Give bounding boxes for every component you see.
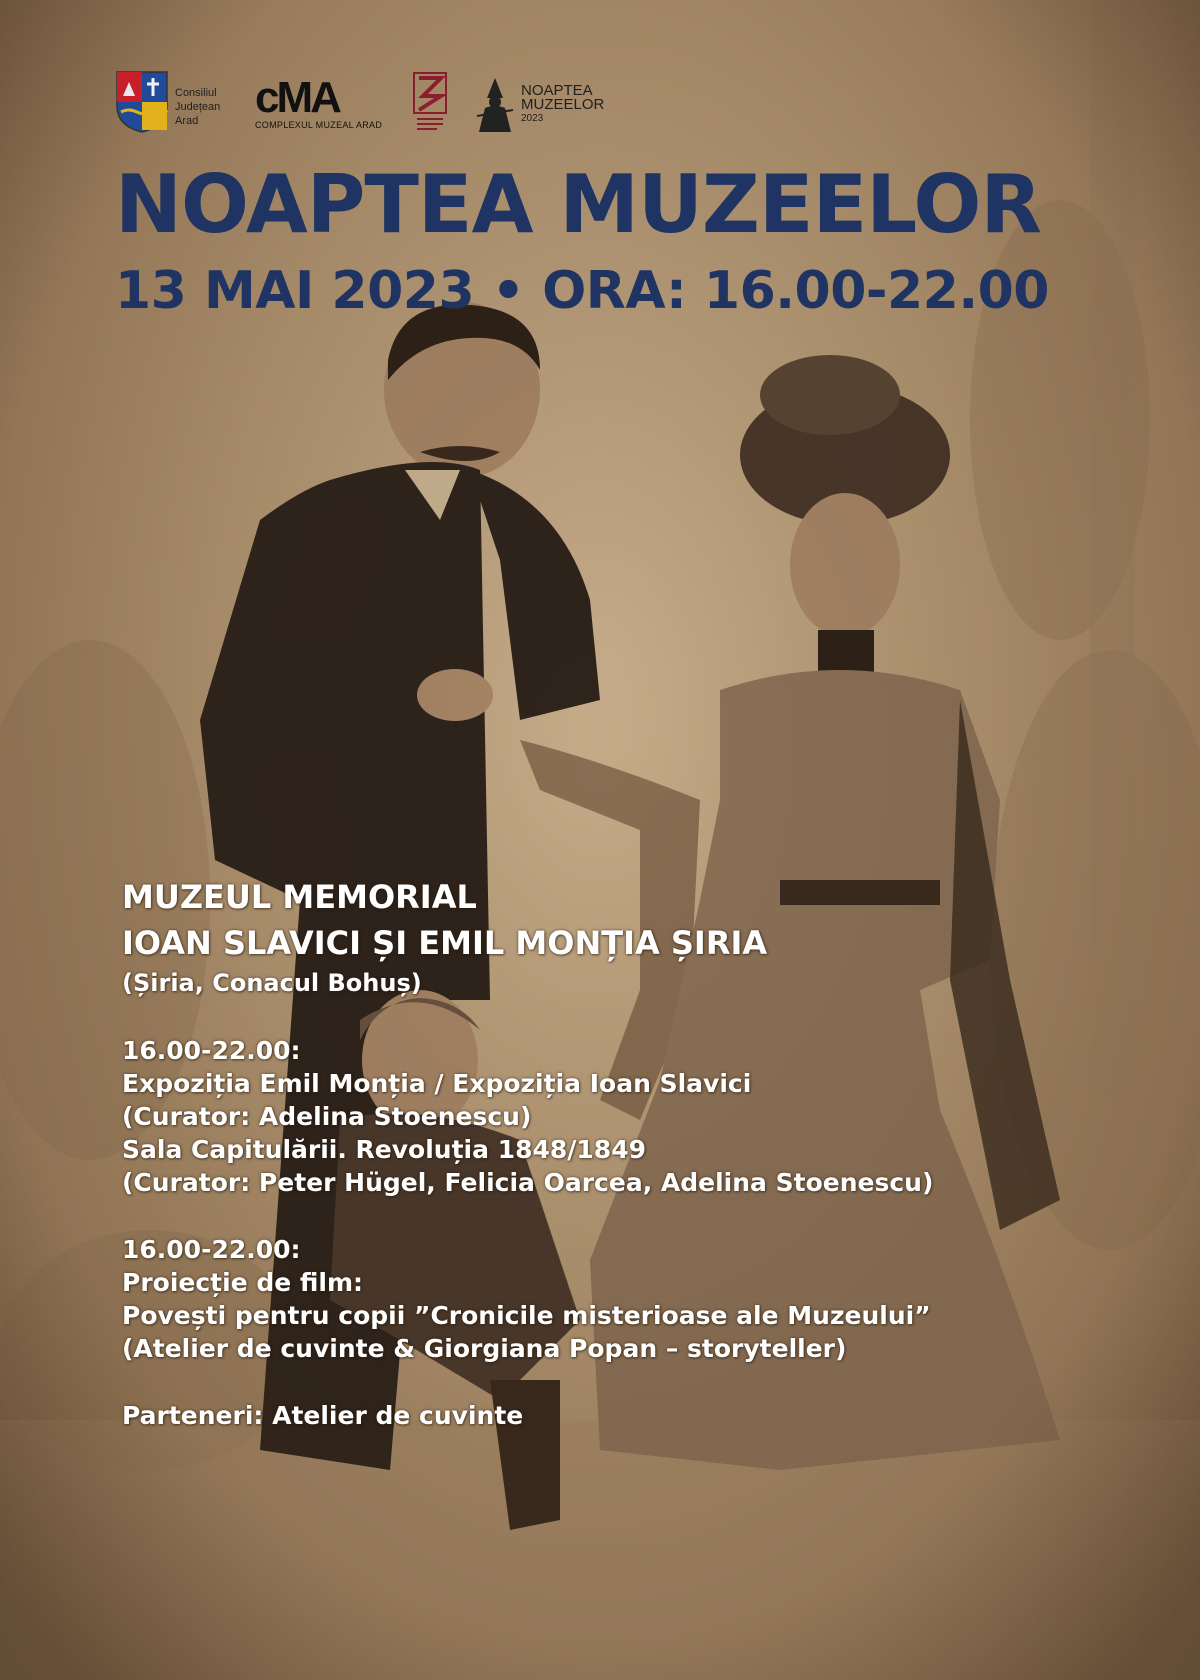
program-time: 16.00-22.00: bbox=[122, 1036, 301, 1065]
cma-logo-icon: cMA bbox=[255, 73, 339, 122]
program-line: Expoziția Emil Monția / Expoziția Ioan Slavici bbox=[122, 1069, 752, 1098]
cma-logo bbox=[255, 73, 383, 130]
nm-text-line: NOAPTEA bbox=[521, 82, 593, 99]
witch-silhouette-icon bbox=[475, 76, 515, 136]
noaptea-muzeelor-logo bbox=[475, 76, 605, 140]
cja-text-line: Județean bbox=[175, 101, 221, 113]
program-line: (Curator: Peter Hügel, Felicia Oarcea, Adelina Stoenescu) bbox=[122, 1168, 934, 1197]
museum-name-line-2: IOAN SLAVICI ȘI EMIL MONȚIA ȘIRIA bbox=[122, 924, 768, 962]
museum-name-line-1: MUZEUL MEMORIAL bbox=[122, 878, 477, 916]
event-info bbox=[122, 874, 1122, 1432]
nm-text-line: MUZEELOR bbox=[521, 96, 605, 113]
event-title: NOAPTEA MUZEELOR bbox=[115, 158, 1041, 251]
program-time: 16.00-22.00: bbox=[122, 1235, 301, 1264]
rnm-logo-icon bbox=[413, 72, 447, 134]
cja-text-line: Consiliul bbox=[175, 87, 217, 99]
program-line: (Curator: Adelina Stoenescu) bbox=[122, 1102, 532, 1131]
event-datetime: 13 MAI 2023 • ORA: 16.00-22.00 bbox=[115, 261, 1049, 321]
program-line: (Atelier de cuvinte & Giorgiana Popan – storyteller) bbox=[122, 1334, 847, 1363]
rnm-logo bbox=[413, 72, 447, 138]
logo-bar bbox=[115, 70, 635, 140]
museum-location: (Șiria, Conacul Bohuș) bbox=[122, 969, 422, 997]
cja-text-line: Arad bbox=[175, 115, 199, 127]
partners: Parteneri: Atelier de cuvinte bbox=[122, 1401, 524, 1430]
consiliul-judetean-logo bbox=[115, 70, 221, 138]
cma-logo-text: COMPLEXUL MUZEAL ARAD bbox=[255, 120, 383, 130]
coat-of-arms-icon bbox=[115, 70, 169, 134]
program-line: Sala Capitulării. Revoluția 1848/1849 bbox=[122, 1135, 646, 1164]
program-line: Proiecție de film: bbox=[122, 1268, 364, 1297]
program-line: Povești pentru copii ”Cronicile misterioase ale Muzeului” bbox=[122, 1301, 931, 1330]
nm-year: 2023 bbox=[521, 113, 544, 124]
